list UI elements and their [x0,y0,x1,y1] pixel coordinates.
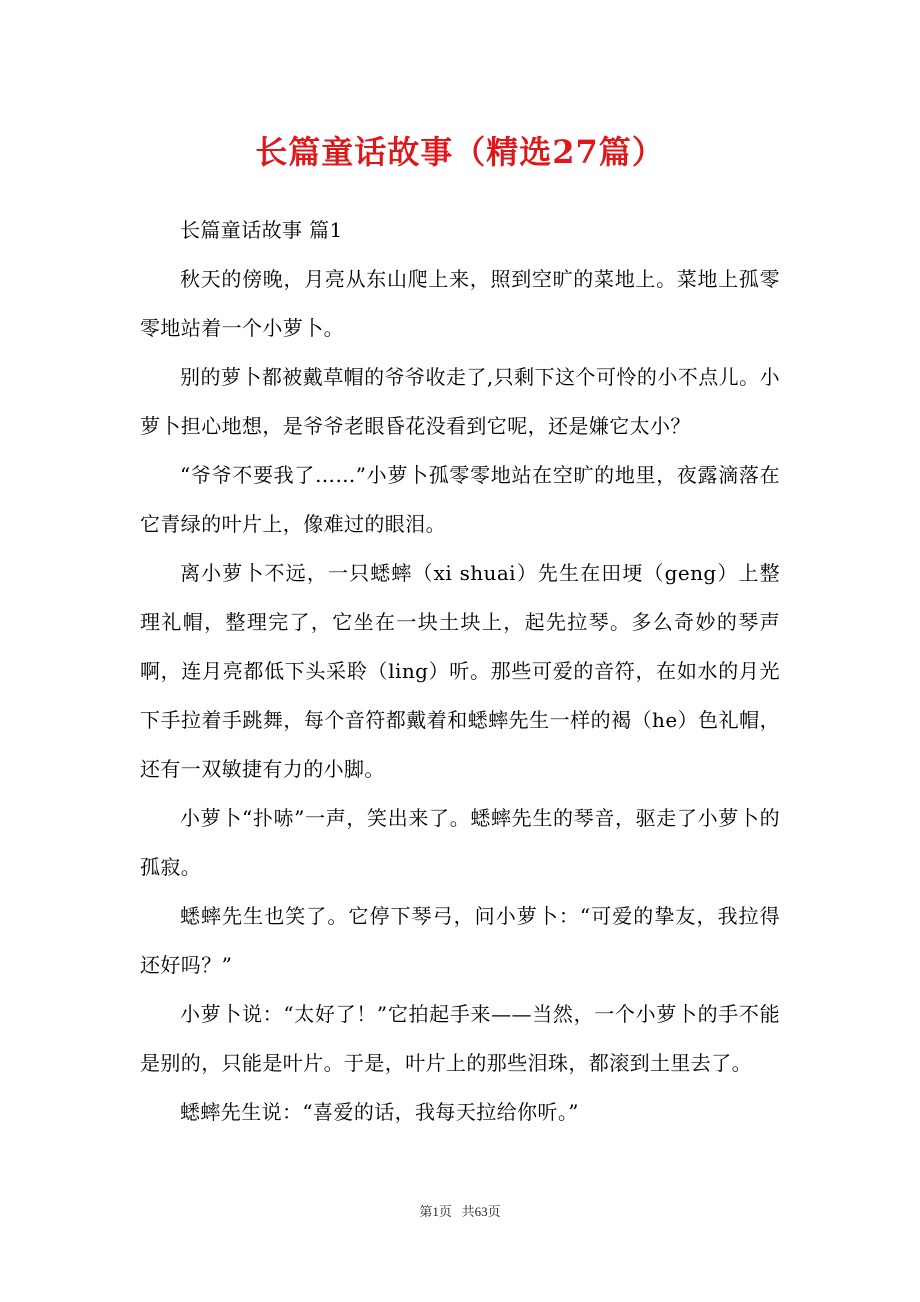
page-footer: 第1页 共63页 [419,1204,501,1219]
paragraph: “爷爷不要我了……”小萝卜孤零零地站在空旷的地里，夜露滴落在它青绿的叶片上，像难过的眼泪。 [140,463,780,536]
paragraph: 离小萝卜不远，一只蟋蟀（xi shuai）先生在田埂（geng）上整理礼帽，整理完了，它坐在一块土块上，起先拉琴。多么奇妙的琴声啊，连月亮都低下头采聆（ling）听。那些可爱的音符，在如水的月光下手拉着手跳舞，每个音符都戴着和蟋蟀先生一样的褐（he）色礼帽，还有一双敏捷有力的小脚。 [140,561,780,781]
document-body [140,206,780,1137]
paragraph: 蟋蟀先生也笑了。它停下琴弓，问小萝卜：“可爱的挚友，我拉得还好吗？” [140,904,780,977]
document-title: 长篇童话故事（精选27篇） [255,133,665,171]
paragraph: 蟋蟀先生说：“喜爱的话，我每天拉给你听。” [180,1100,579,1124]
paragraph: 别的萝卜都被戴草帽的爷爷收走了,只剩下这个可怜的小不点儿。小萝卜担心地想，是爷爷老眼昏花没看到它呢，还是嫌它太小？ [140,365,780,438]
section-heading: 长篇童话故事 篇1 [180,218,343,242]
paragraph: 秋天的傍晚，月亮从东山爬上来，照到空旷的菜地上。菜地上孤零零地站着一个小萝卜。 [140,267,780,340]
paragraph: 小萝卜“扑哧”一声，笑出来了。蟋蟀先生的琴音，驱走了小萝卜的孤寂。 [140,806,780,879]
paragraph: 小萝卜说：“太好了！”它拍起手来——当然，一个小萝卜的手不能是别的，只能是叶片。于是，叶片上的那些泪珠，都滚到土里去了。 [140,1002,780,1075]
